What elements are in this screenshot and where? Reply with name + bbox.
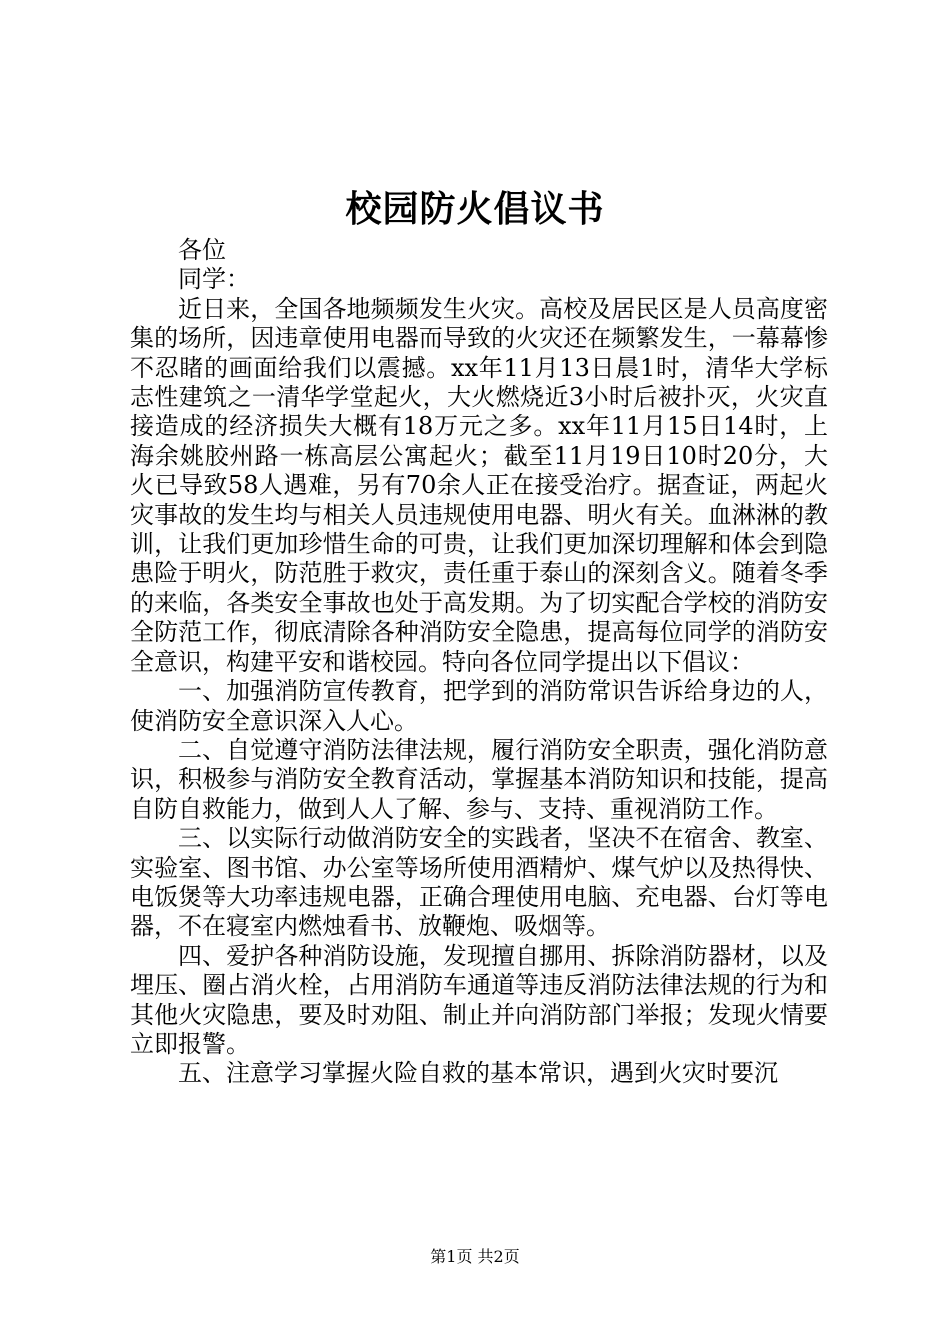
document-title: 校园防火倡议书 xyxy=(345,188,605,230)
body-paragraph: 五、注意学习掌握火险自救的基本常识，遇到火灾时要沉 xyxy=(178,1059,778,1088)
body-paragraph: 一、加强消防宣传教育，把学到的消防常识告诉给身边的人，使消防安全意识深入人心。 xyxy=(130,677,828,735)
page-footer: 第1页 共2页 xyxy=(430,1247,520,1266)
greeting-line: 各位 xyxy=(178,236,226,264)
body-paragraph: 四、爱护各种消防设施，发现擅自挪用、拆除消防器材，以及埋压、圈占消火栓，占用消防车通道等违反消防法律法规的行为和其他火灾隐患，要及时劝阻、制止并向消防部门举报；发现火情要立即报警。 xyxy=(130,941,828,1058)
document-body xyxy=(130,236,828,1089)
greeting-line: 同学： xyxy=(178,265,250,294)
body-paragraph: 近日来，全国各地频频发生火灾。高校及居民区是人员高度密集的场所，因违章使用电器而导致的火灾还在频繁发生，一幕幕惨不忍睹的画面给我们以震撼。xx年11月13日晨1时，清华大学标志性建筑之一清华学堂起火，大火燃烧近3小时后被扑灭，火灾直接造成的经济损失大概有18万元之多。xx年11月15日14时，上海余姚胶州路一栋高层公寓起火；截至11月19日10时20分，大火已导致58人遇难，另有70余人正在接受治疗。据查证，两起火灾事故的发生均与相关人员违规使用电器、明火有关。血淋淋的教训，让我们更加珍惜生命的可贵，让我们更加深切理解和体会到隐患险于明火，防范胜于救灾，责任重于泰山的深刻含义。随着冬季的来临，各类安全事故也处于高发期。为了切实配合学校的消防安全防范工作，彻底清除各种消防安全隐患，提高每位同学的消防安全意识，构建平安和谐校园。特向各位同学提出以下倡议： xyxy=(130,294,828,676)
body-paragraph: 二、自觉遵守消防法律法规，履行消防安全职责，强化消防意识，积极参与消防安全教育活动，掌握基本消防知识和技能，提高自防自救能力，做到人人了解、参与、支持、重视消防工作。 xyxy=(130,735,828,823)
body-paragraph: 三、以实际行动做消防安全的实践者，坚决不在宿舍、教室、实验室、图书馆、办公室等场所使用酒精炉、煤气炉以及热得快、电饭煲等大功率违规电器，正确合理使用电脑、充电器、台灯等电器，不在寝室内燃烛看书、放鞭炮、吸烟等。 xyxy=(130,824,828,941)
